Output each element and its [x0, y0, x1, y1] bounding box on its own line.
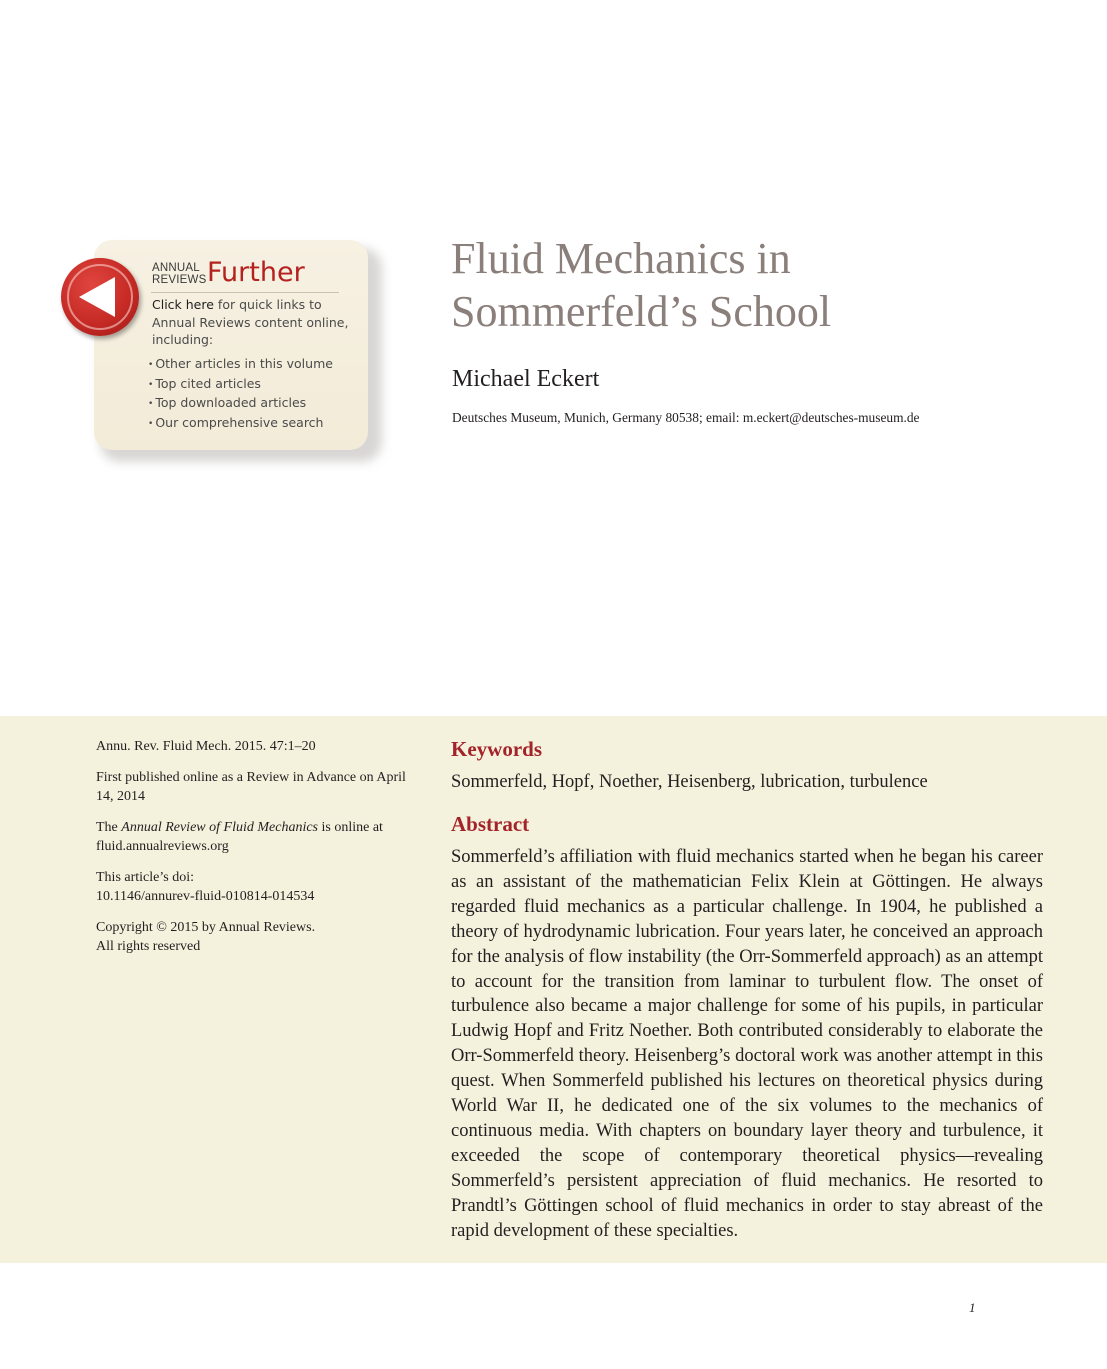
click-here-link[interactable]: Click here [152, 297, 214, 312]
further-link-top-downloaded[interactable]: • Top downloaded articles [148, 394, 333, 414]
rights: All rights reserved [96, 939, 201, 954]
copyright: Copyright © 2015 by Annual Reviews. [96, 919, 316, 935]
journal-name: Annual Review of Fluid Mechanics [121, 819, 318, 835]
annual-reviews-brand [152, 262, 206, 286]
page-number: 1 [969, 1300, 976, 1315]
left-triangle-icon [75, 275, 119, 319]
further-title: Further [207, 257, 305, 288]
journal-online-suffix[interactable]: is online at fluid.annualreviews.org [96, 819, 383, 854]
abstract-heading: Abstract [451, 812, 530, 836]
further-divider [151, 292, 339, 293]
back-arrow-icon[interactable] [61, 258, 139, 336]
title-line-1: Fluid Mechanics in [451, 234, 791, 283]
brand-line-annual: ANNUAL [152, 262, 200, 274]
abstract-text: Sommerfeld’s affiliation with fluid mechanics started when he began his career as an assistant of the mathematician Felix Klein at Göttingen. He always regarded fluid mechanics as a particular challenge. In 1904, he published a theory of hydrodynamic lubrication. Four years later, he conceived an approach for the analysis of flow instability (the Orr-Sommerfeld approach) as an attempt to account for the transition from laminar to turbulent flow. The onset of turbulence also became a major challenge for some of his pupils, in particular Ludwig Hopf and Fritz Noether. Both contributed considerably to elaborate the Orr-Sommerfeld theory. Heisenberg’s doctoral work was another attempt in this quest. When Sommerfeld published his lectures on theoretical physics during World War II, he dedicated one of the six volumes to the mechanics of continuous media. With chapters on boundary layer theory and turbulence, it exceeded the scope of contemporary theoretical physics—revealing Sommerfeld’s persistent appreciation of fluid mechanics. He resorted to Prandtl’s Göttingen school of fluid mechanics in order to stay abreast of the rapid development of these specialties. [451, 847, 1043, 1241]
keywords-heading: Keywords [451, 737, 542, 761]
author-name: Michael Eckert [452, 366, 600, 392]
citation: Annu. Rev. Fluid Mech. 2015. 47:1–20 [96, 739, 316, 754]
article-meta [96, 737, 416, 968]
keywords-list: Sommerfeld, Hopf, Noether, Heisenberg, lubrication, turbulence [451, 772, 928, 792]
copyright-block [96, 918, 416, 957]
further-intro [152, 296, 352, 349]
further-link-top-cited[interactable]: • Top cited articles [148, 375, 333, 395]
brand-line-reviews: REVIEWS [152, 274, 207, 286]
doi-block [96, 868, 416, 907]
doi-label: This article’s doi: [96, 869, 194, 885]
further-intro-text: for quick links to Annual Reviews content online, including: [152, 297, 349, 347]
title-line-2: Sommerfeld’s School [451, 287, 832, 336]
further-link-search[interactable]: • Our comprehensive search [148, 414, 333, 434]
published-date: First published online as a Review in Advance on April 14, 2014 [96, 769, 406, 804]
journal-online [96, 818, 416, 857]
further-links-list [148, 355, 333, 433]
article-title [451, 232, 1011, 338]
further-link-other-articles[interactable]: • Other articles in this volume [148, 355, 333, 375]
journal-online-prefix: The [96, 819, 118, 835]
author-affiliation: Deutsches Museum, Munich, Germany 80538; email: m.eckert@deutsches-museum.de [452, 410, 920, 425]
doi-value[interactable]: 10.1146/annurev-fluid-010814-014534 [96, 889, 315, 904]
